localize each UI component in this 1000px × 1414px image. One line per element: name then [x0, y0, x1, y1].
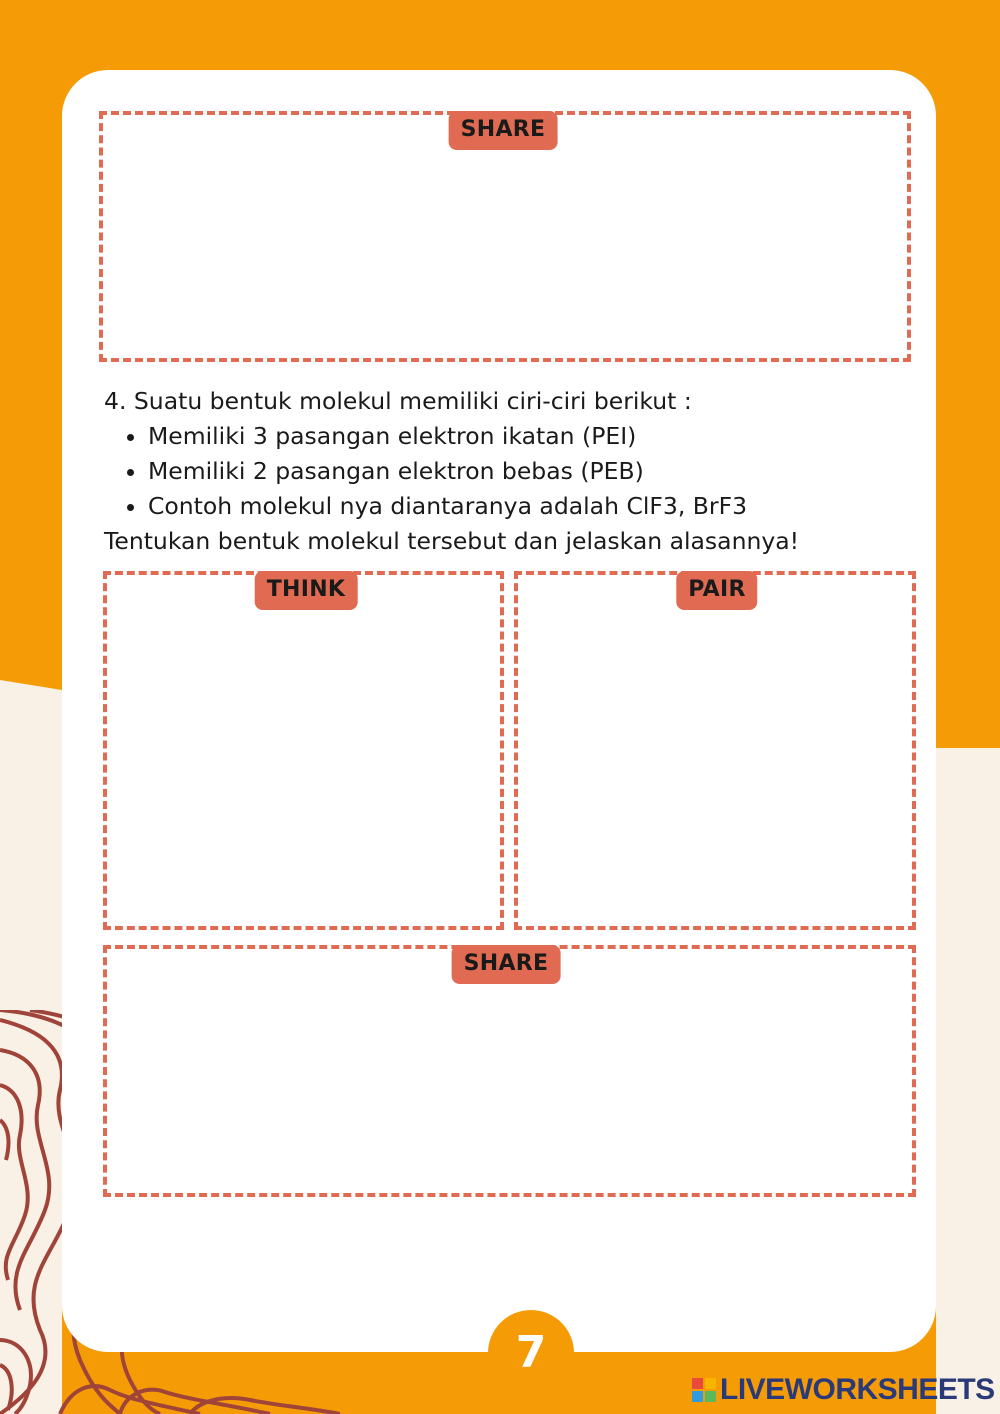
- page-number-badge: 7: [488, 1310, 574, 1396]
- pair-answer-box[interactable]: [514, 571, 916, 930]
- share-answer-box-top[interactable]: [99, 111, 911, 362]
- question-bullets: [104, 419, 924, 524]
- liveworksheets-brand: [692, 1370, 995, 1410]
- question-block: [104, 384, 924, 559]
- share-label-top: SHARE: [449, 111, 558, 150]
- think-label: THINK: [255, 571, 358, 610]
- share-label-bottom: SHARE: [452, 945, 561, 984]
- question-intro: 4. Suatu bentuk molekul memiliki ciri-ciri berikut :: [104, 387, 692, 415]
- liveworksheets-logo-icon: [692, 1378, 716, 1402]
- bullet-item: • Memiliki 2 pasangan elektron bebas (PEB): [148, 454, 924, 489]
- share-answer-box-bottom[interactable]: [103, 945, 916, 1197]
- brand-name: LIVEWORKSHEETS: [720, 1373, 995, 1406]
- bullet-item: • Contoh molekul nya diantaranya adalah ClF3, BrF3: [148, 489, 924, 524]
- pair-label: PAIR: [676, 571, 757, 610]
- bullet-item: • Memiliki 3 pasangan elektron ikatan (PEI): [148, 419, 924, 454]
- question-instruction: Tentukan bentuk molekul tersebut dan jelaskan alasannya!: [104, 527, 800, 555]
- think-answer-box[interactable]: [103, 571, 504, 930]
